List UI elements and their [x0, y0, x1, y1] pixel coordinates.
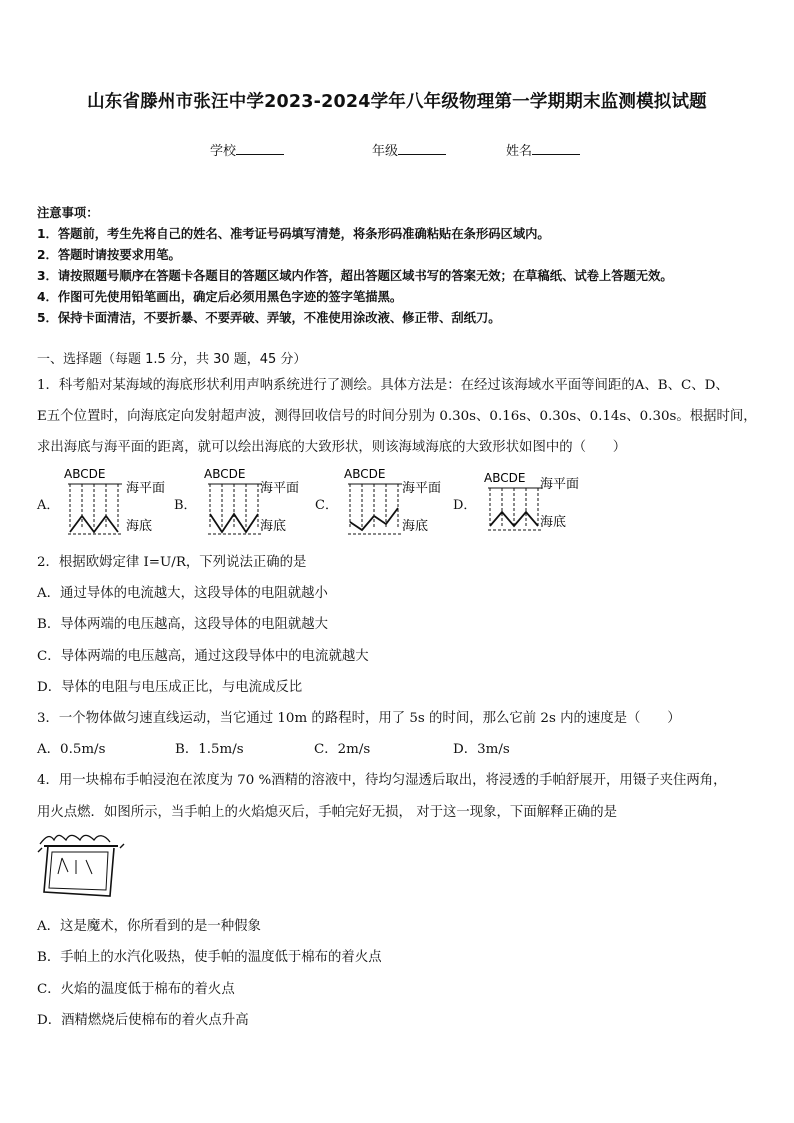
seabed-label: 海底	[260, 519, 287, 534]
q1-option-c-diagram	[340, 464, 460, 540]
question-2-stem: 2．根据欧姆定律 I=U/R，下列说法正确的是	[37, 555, 307, 570]
question-4-line: 用火点燃．如图所示，当手帕上的火焰熄灭后，手帕完好无损， 对于这一现象，下面解释正确的是	[37, 805, 618, 820]
seabed-label: 海底	[126, 519, 153, 534]
school-field: 学校	[210, 140, 284, 159]
points-label: ABCDE	[344, 467, 386, 481]
q1-option-a-label: A．	[37, 498, 60, 513]
question-4-option: B．手帕上的水汽化吸热，使手帕的温度低于棉布的着火点	[37, 950, 382, 965]
question-2-option: A．通过导体的电流越大，这段导体的电阻就越小	[37, 586, 328, 601]
question-4-option: D．酒精燃烧后使棉布的着火点升高	[37, 1013, 249, 1028]
seabed-label: 海底	[402, 519, 429, 534]
question-3-stem: 3．一个物体做匀速直线运动，当它通过 10m 的路程时，用了 5s 的时间，那么它前 2s 内的速度是（ ）	[37, 711, 681, 726]
question-4-option: A．这是魔术，你所看到的是一种假象	[37, 919, 261, 934]
question-1-line: 1．科考船对某海域的海底形状利用声呐系统进行了测绘。具体方法是：在经过该海域水平面等间距的A、B、C、D、	[37, 378, 729, 393]
page-title: 山东省滕州市张汪中学2023-2024学年八年级物理第一学期期末监测模拟试题	[87, 92, 707, 112]
q1-option-c-label: C．	[315, 498, 338, 513]
notice-item: 3．请按照题号顺序在答题卡各题目的答题区域内作答，超出答题区域书写的答案无效；在草稿纸、试卷上答题无效。	[37, 269, 673, 283]
points-label: ABCDE	[484, 471, 526, 485]
seabed-label: 海底	[540, 515, 567, 530]
name-field: 姓名	[506, 140, 580, 159]
question-3-option: B．1.5m/s	[175, 742, 244, 757]
school-blank	[236, 142, 284, 155]
notice-item: 1．答题前，考生先将自己的姓名、准考证号码填写清楚，将条形码准确粘贴在条形码区域内。	[37, 227, 550, 241]
q1-option-d-label: D．	[453, 498, 477, 513]
question-3-option: A．0.5m/s	[37, 742, 106, 757]
notice-heading: 注意事项：	[37, 206, 99, 220]
question-2-option: C．导体两端的电压越高，通过这段导体中的电流就越大	[37, 649, 369, 664]
points-label: ABCDE	[204, 467, 246, 481]
name-blank	[532, 142, 580, 155]
handkerchief-figure	[36, 830, 126, 902]
question-1-line: E五个位置时，向海底定向发射超声波，测得回收信号的时间分别为 0.30s、0.16s、0.30s、0.14s、0.30s。根据时间，	[37, 409, 757, 424]
sea-level-label: 海平面	[540, 477, 580, 492]
question-3-option: C．2m/s	[314, 742, 371, 757]
sea-level-label: 海平面	[402, 481, 442, 496]
question-1-line: 求出海底与海平面的距离，就可以绘出海底的大致形状，则该海域海底的大致形状如图中的（ ）	[37, 440, 627, 455]
question-3-option: D．3m/s	[453, 742, 510, 757]
notice-item: 5．保持卡面清洁，不要折暴、不要弄破、弄皱，不准使用涂改液、修正带、刮纸刀。	[37, 311, 501, 325]
question-2-option: D．导体的电阻与电压成正比，与电流成反比	[37, 680, 303, 695]
grade-blank	[398, 142, 446, 155]
question-2-option: B．导体两端的电压越高，这段导体的电阻就越大	[37, 617, 329, 632]
q1-option-d-diagram	[480, 464, 590, 540]
notice-item: 4．作图可先使用铅笔画出，确定后必须用黑色字迹的签字笔描黑。	[37, 290, 403, 304]
sea-level-label: 海平面	[260, 481, 300, 496]
q1-option-b-label: B．	[174, 498, 197, 513]
section-heading: 一、选择题（每题 1.5 分，共 30 题，45 分）	[37, 352, 307, 367]
points-label: ABCDE	[64, 467, 106, 481]
q1-option-a-diagram	[60, 464, 170, 540]
q1-option-b-diagram	[200, 464, 310, 540]
question-4-line: 4．用一块棉布手帕浸泡在浓度为 70 %酒精的溶液中，待均匀湿透后取出，将浸透的手帕舒展开，用镊子夹住两角，	[37, 773, 727, 788]
notice-item: 2．答题时请按要求用笔。	[37, 248, 181, 262]
sea-level-label: 海平面	[126, 481, 166, 496]
question-4-option: C．火焰的温度低于棉布的着火点	[37, 982, 235, 997]
grade-field: 年级	[372, 140, 446, 159]
